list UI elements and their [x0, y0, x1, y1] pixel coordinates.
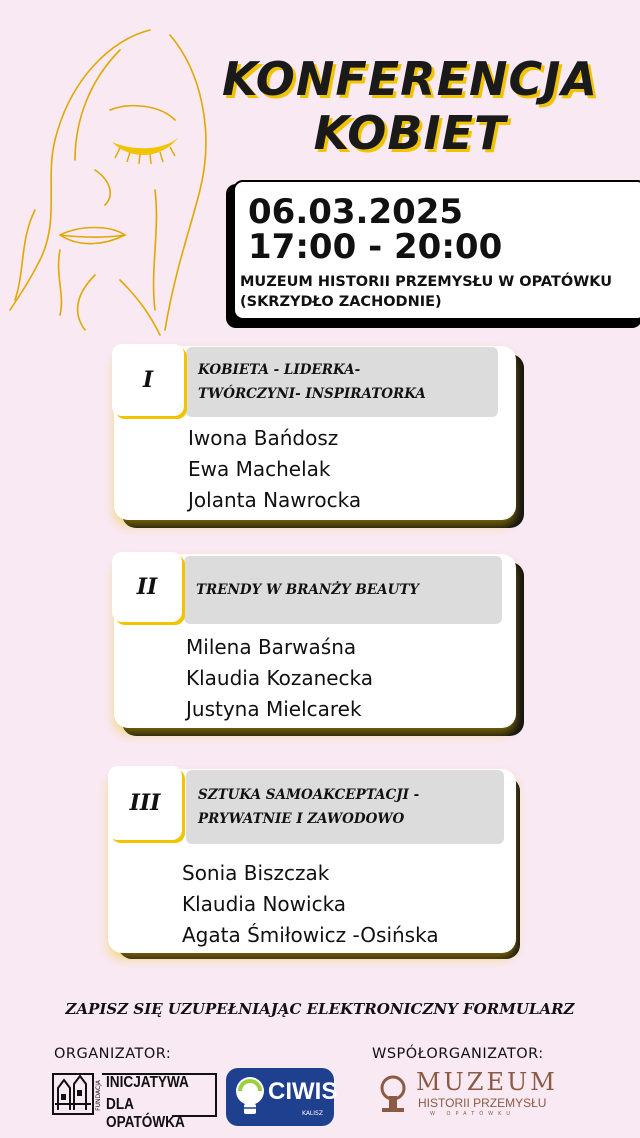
page-title	[195, 52, 625, 160]
panel-2-title-line-1: TRENDY W BRANŻY BEAUTY	[196, 582, 420, 598]
muzeum-logo	[378, 1068, 558, 1120]
speaker: Agata Śmiłowicz -Osińska	[182, 923, 439, 947]
museum-emblem-icon	[378, 1074, 408, 1114]
inicjatywa-line-2: DLA OPATÓWKA	[106, 1096, 185, 1131]
event-venue	[240, 272, 612, 312]
muzeum-line-2: HISTORII PRZEMYSŁU	[418, 1096, 547, 1110]
organizer-label: ORGANIZATOR:	[54, 1046, 172, 1062]
panel-3-speakers	[182, 858, 439, 951]
lightbulb-icon	[232, 1074, 268, 1120]
speaker: Sonia Biszczak	[182, 861, 330, 885]
event-date: 06.03.2025	[248, 192, 464, 232]
panel-1-title-line-1: KOBIETA - LIDERKA-	[198, 362, 361, 378]
panel-2-speakers	[186, 632, 373, 725]
venue-line-1: MUZEUM HISTORII PRZEMYSŁU W OPATÓWKU	[240, 274, 612, 290]
coorganizer-label: WSPÓŁORGANIZATOR:	[372, 1046, 544, 1062]
panel-1-number: I	[112, 344, 184, 416]
inicjatywa-line-1: INICJATYWA	[106, 1074, 189, 1091]
inicjatywa-small: FUNDACJA	[95, 1080, 102, 1111]
speaker: Klaudia Nowicka	[182, 892, 347, 916]
signup-call-to-action: ZAPISZ SIĘ UZUPEŁNIAJĄC ELEKTRONICZNY FORMULARZ	[65, 1000, 575, 1018]
panel-1-speakers	[188, 423, 361, 516]
speaker: Klaudia Kozanecka	[186, 666, 374, 690]
ciwis-name: CIWIS	[268, 1078, 338, 1105]
panel-3-title-line-2: PRYWATNIE I ZAWODOWO	[198, 811, 405, 827]
inicjatywa-logo	[52, 1070, 217, 1131]
title-line-1: KONFERENCJA	[222, 52, 598, 106]
speaker: Milena Barwaśna	[186, 635, 357, 659]
ciwis-logo	[226, 1068, 338, 1126]
speaker: Jolanta Nawrocka	[188, 488, 362, 512]
panel-1-header	[186, 347, 498, 417]
panel-1-title-line-2: TWÓRCZYNI- INSPIRATORKA	[198, 386, 426, 402]
muzeum-line-1: MUZEUM	[416, 1068, 558, 1096]
panel-2-number: II	[112, 552, 182, 622]
panel-2-header	[184, 556, 502, 624]
speaker: Iwona Bańdosz	[188, 426, 339, 450]
muzeum-line-3: W OPATÓWKU	[430, 1111, 515, 1117]
ciwis-small: KALISZ	[302, 1110, 323, 1117]
title-line-2: KOBIET	[313, 106, 507, 160]
speaker: Ewa Machelak	[188, 457, 331, 481]
event-time: 17:00 - 20:00	[248, 227, 503, 267]
panel-3-number: III	[108, 766, 182, 840]
venue-line-2: (SKRZYDŁO ZACHODNIE)	[240, 294, 442, 310]
panel-3-header	[186, 770, 504, 844]
panel-3-title-line-1: SZTUKA SAMOAKCEPTACJI -	[198, 787, 420, 803]
speaker: Justyna Mielcarek	[186, 697, 362, 721]
